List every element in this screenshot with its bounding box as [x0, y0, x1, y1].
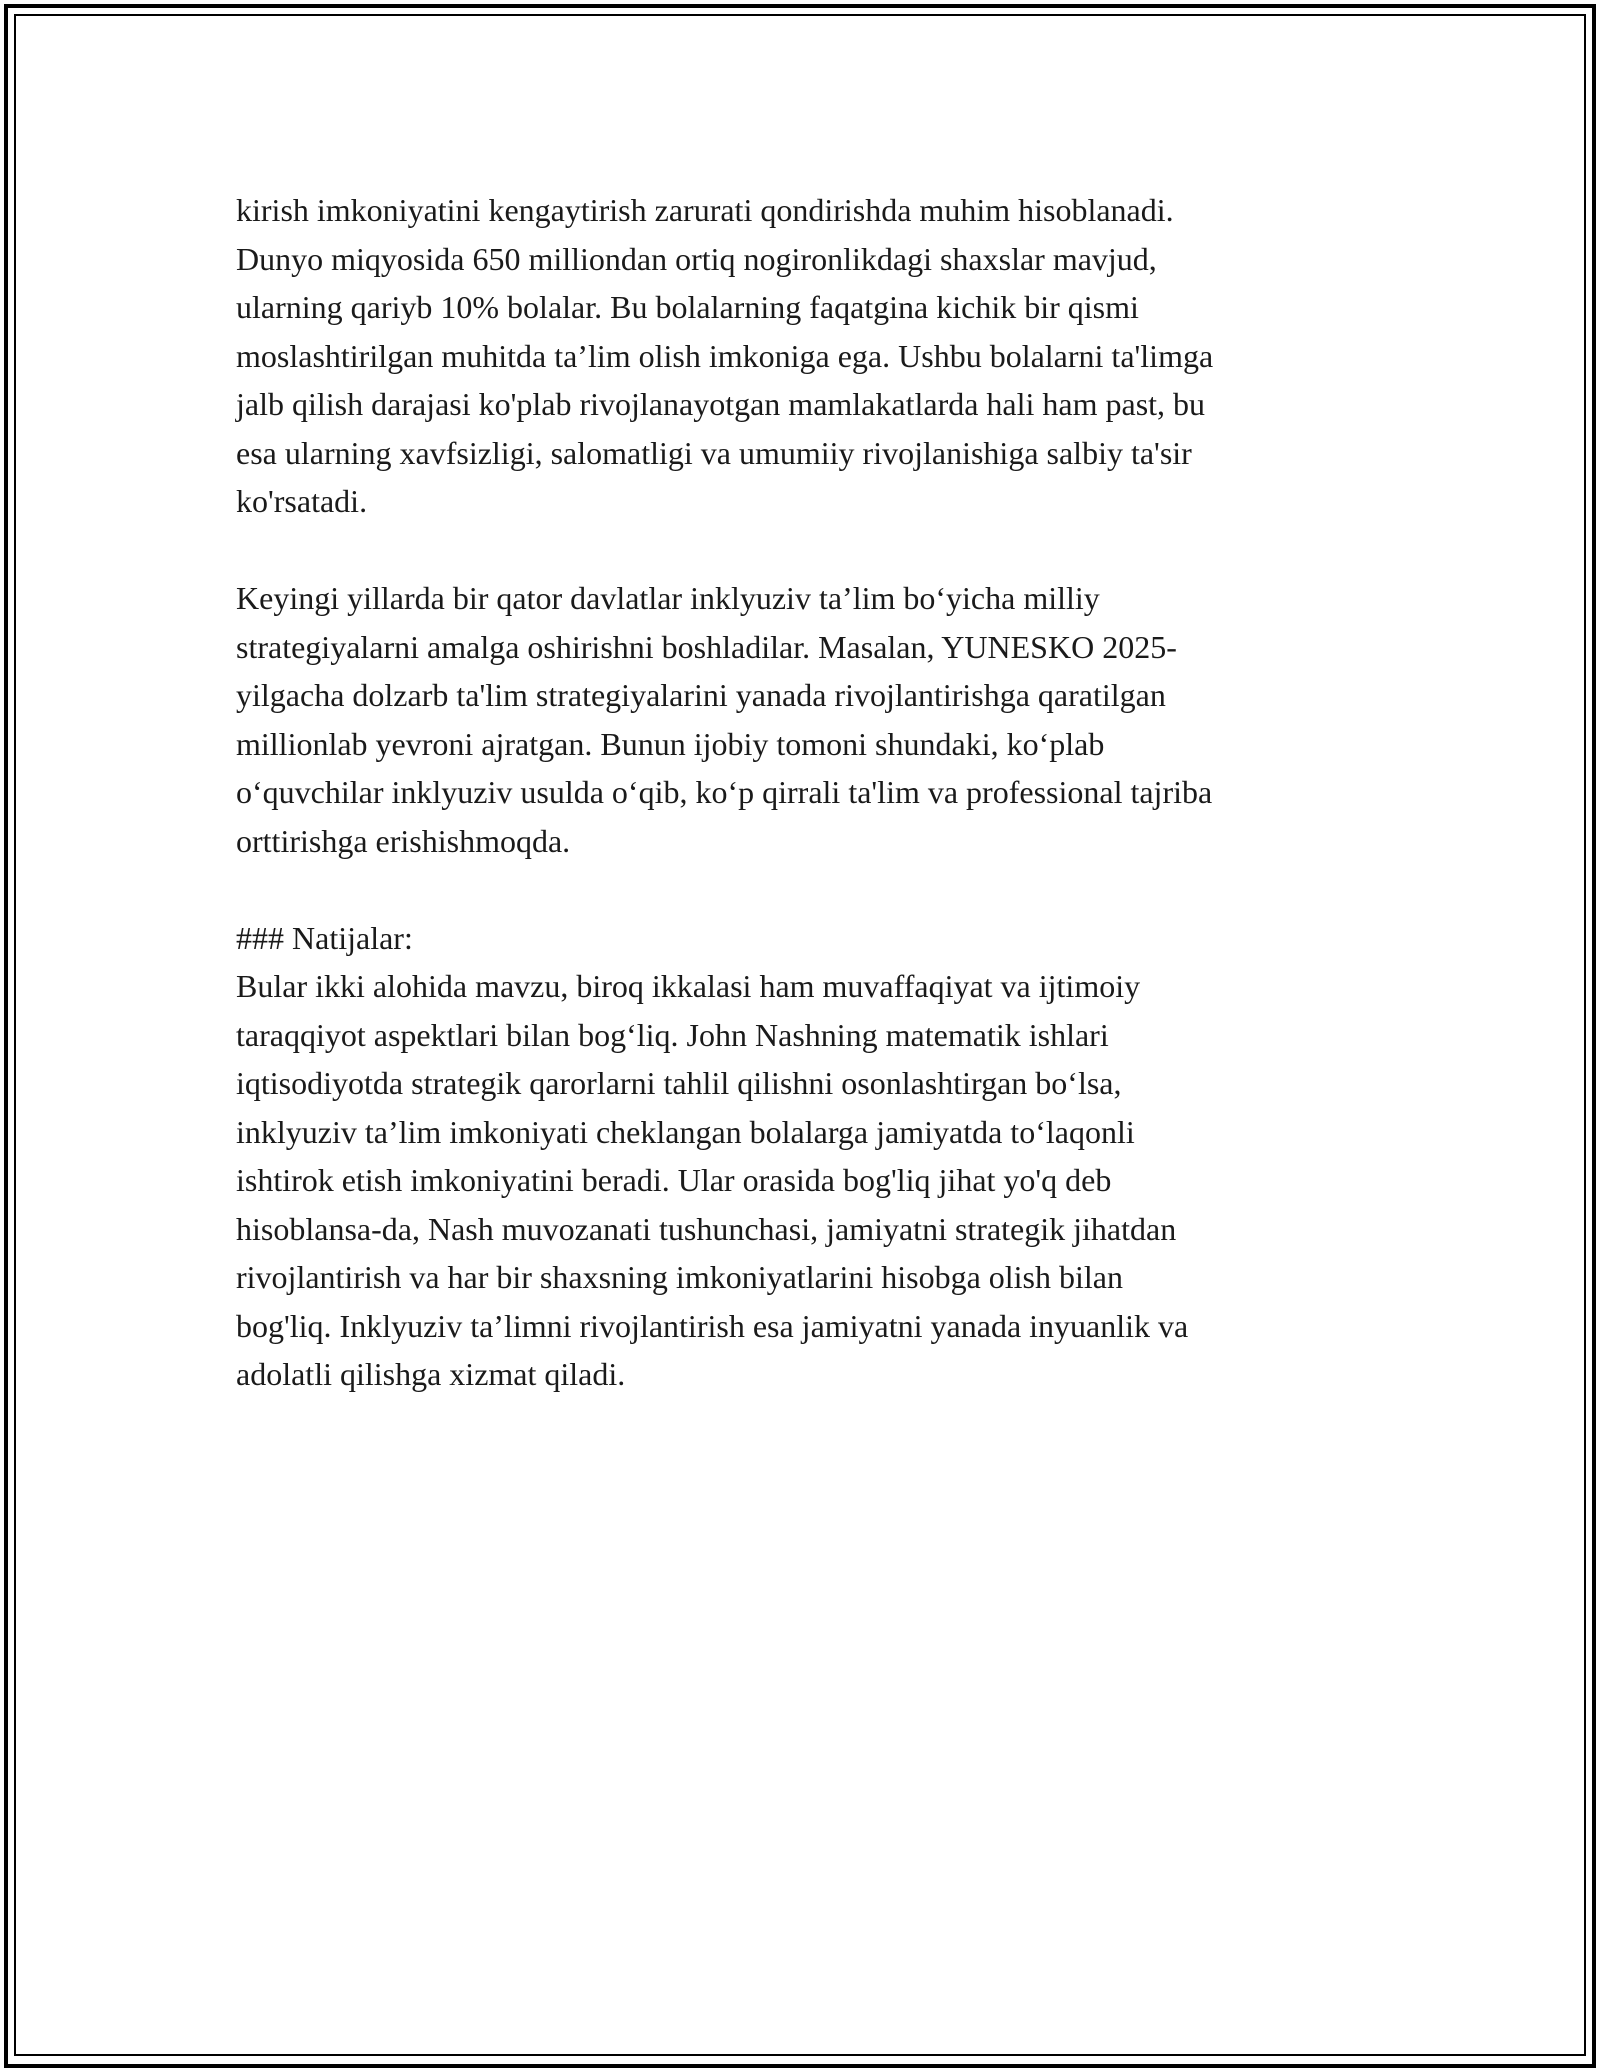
section-heading-results: ### Natijalar: [236, 919, 413, 956]
document-body [236, 186, 1386, 1399]
paragraph-conclusion: Bular ikki alohida mavzu, biroq ikkalasi ham muvaffaqiyat va ijtimoiy taraqqiyot aspektlari bilan bog‘liq. John Nashning matematik ishlari iqtisodiyotda strategik qarorlarni tahlil qilishni osonlashtirgan bo‘lsa, inklyuziv ta’lim imkoniyati cheklangan bolalarga jamiyatda to‘laqonli ishtirok etish imkoniyatini beradi. Ular orasida bog'liq jihat yo'q deb hisoblansa-da, Nash muvozanati tushunchasi, jamiyatni strategik jihatdan rivojlantirish va har bir shaxsning imkoniyatlarini hisobga olish bilan bog'liq. Inklyuziv ta’limni rivojlantirish esa jamiyatni yanada inyuanlik va adolatli qilishga xizmat qiladi. [236, 968, 1189, 1392]
paragraph-national-strategies: Keyingi yillarda bir qator davlatlar inklyuziv ta’lim bo‘yicha milliy strategiyalarni amalga oshirishni boshladilar. Masalan, YUNESKO 2025- yilgacha dolzarb ta'lim strategiyalarini yanada rivojlantirishga qaratilgan millionlab yevroni ajratgan. Bunun ijobiy tomoni shundaki, ko‘plab o‘quvchilar inklyuziv usulda o‘qib, ko‘p qirrali ta'lim va professional tajriba orttirishga erishishmoqda. [236, 580, 1213, 859]
paragraph-disability-statistics: kirish imkoniyatini kengaytirish zarurati qondirishda muhim hisoblanadi. Dunyo miqyosida 650 milliondan ortiq nogironlikdagi shaxslar mavjud, ularning qariyb 10% bolalar. Bu bolalarning faqatgina kichik bir qismi moslashtirilgan muhitda ta’lim olish imkoniga ega. Ushbu bolalarni ta'limga jalb qilish darajasi ko'plab rivojlanayotgan mamlakatlarda hali ham past, bu esa ularning xavfsizligi, salomatligi va umumiiy rivojlanishiga salbiy ta'sir ko'rsatadi. [236, 192, 1214, 519]
paragraph-spacer [236, 526, 1386, 575]
paragraph-spacer [236, 865, 1386, 914]
